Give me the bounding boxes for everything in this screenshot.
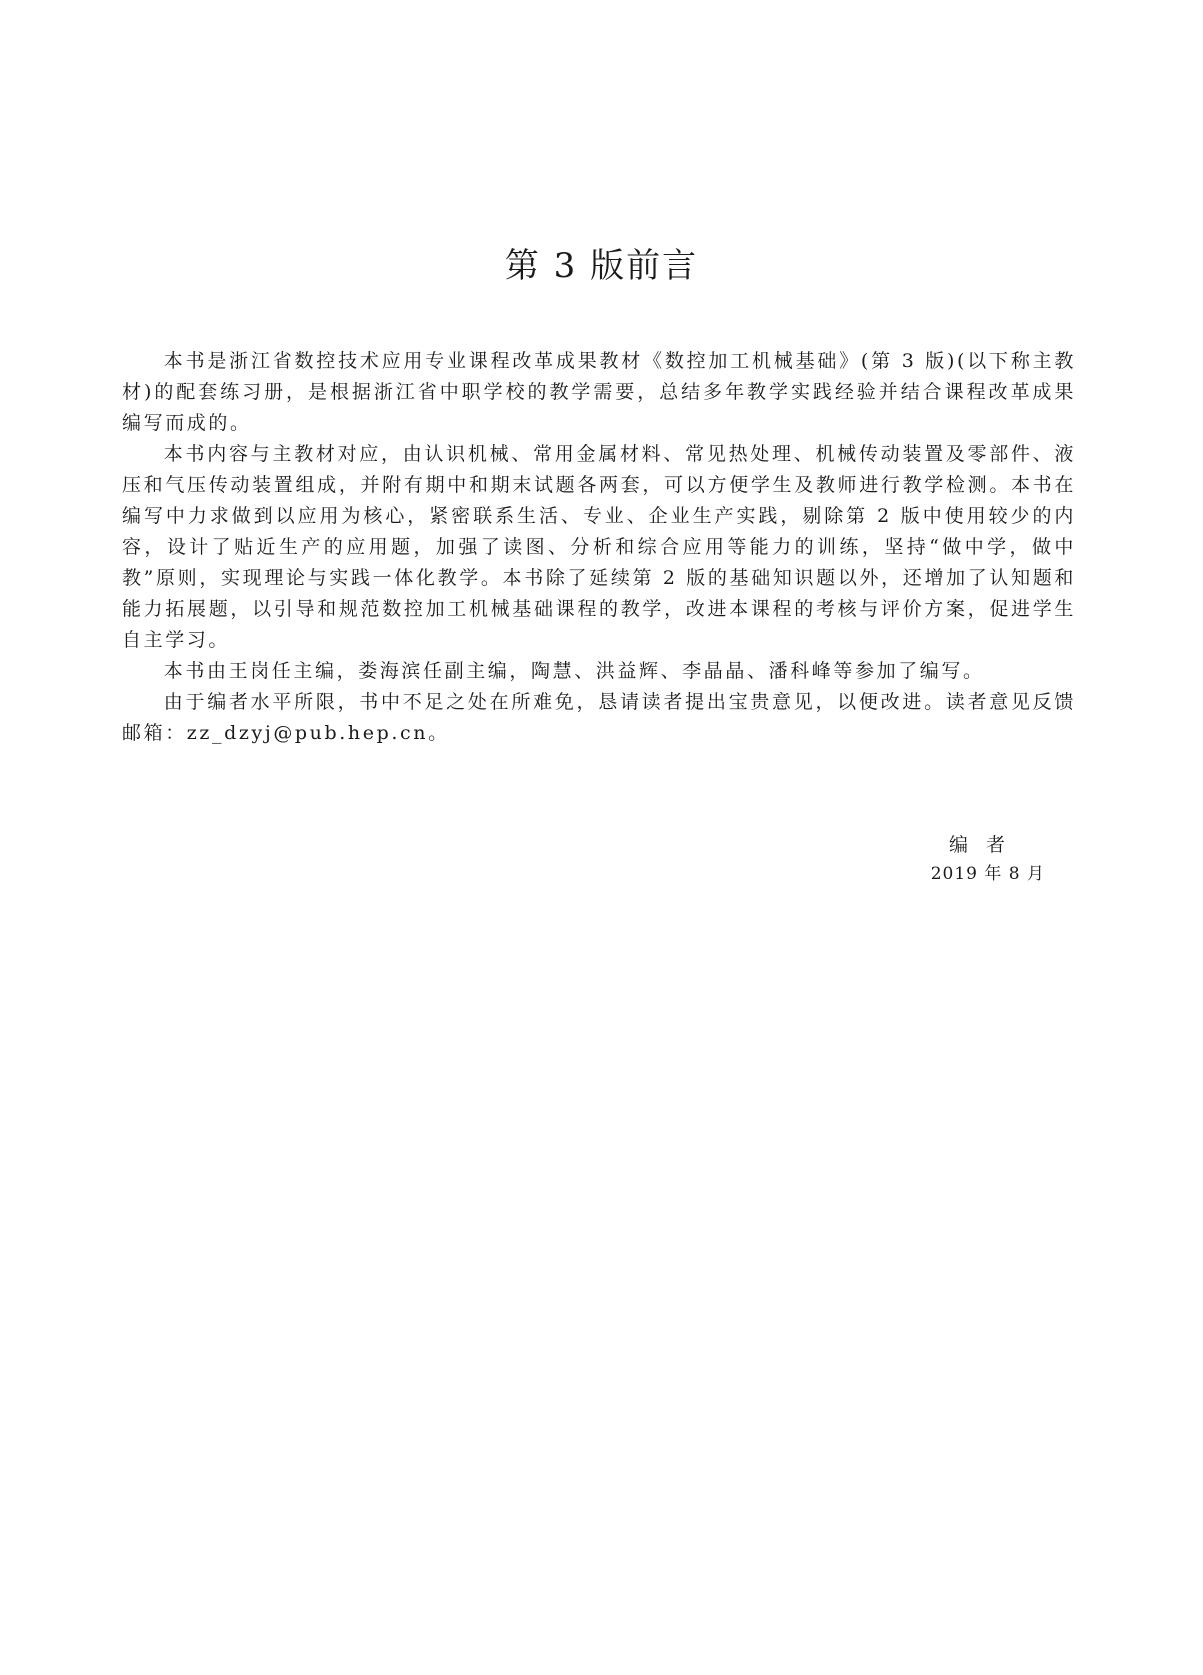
page-title: 第 3 版前言 — [504, 246, 699, 286]
paragraph-intro: 本书是浙江省数控技术应用专业课程改革成果教材《数控加工机械基础》(第 3 版)(以下称主教材)的配套练习册，是根据浙江省中职学校的教学需要，总结多年教学实践经验并结合课程改革成果编写而成的。 — [122, 350, 1076, 434]
paragraph-feedback: 由于编者水平所限，书中不足之处在所难免，恳请读者提出宝贵意见，以便改进。读者意见反馈邮箱：zz_dzyj@pub.hep.cn。 — [122, 691, 1076, 744]
paragraph-content: 本书内容与主教材对应，由认识机械、常用金属材料、常见热处理、机械传动装置及零部件、液压和气压传动装置组成，并附有期中和期末试题各两套，可以方便学生及教师进行教学检测。本书在编写中力求做到以应用为核心，紧密联系生活、专业、企业生产实践，剔除第 2 版中使用较少的内容，设计了贴近生产的应用题，加强了读图、分析和综合应用等能力的训练，坚持“做中学，做中教”原则，实现理论与实践一体化教学。本书除了延续第 2 版的基础知识题以外，还增加了认知题和能力拓展题，以引导和规范数控加工机械基础课程的教学，改进本课程的考核与评价方案，促进学生自主学习。 — [122, 443, 1076, 651]
signature-date: 2019 年 8 月 — [930, 864, 1045, 884]
signature-author: 编者 — [948, 834, 1023, 856]
signature-block — [0, 830, 1045, 888]
preface-body — [122, 346, 1076, 749]
paragraph-editors: 本书由王岗任主编，娄海滨任副主编，陶慧、洪益辉、李晶晶、潘科峰等参加了编写。 — [163, 660, 985, 682]
